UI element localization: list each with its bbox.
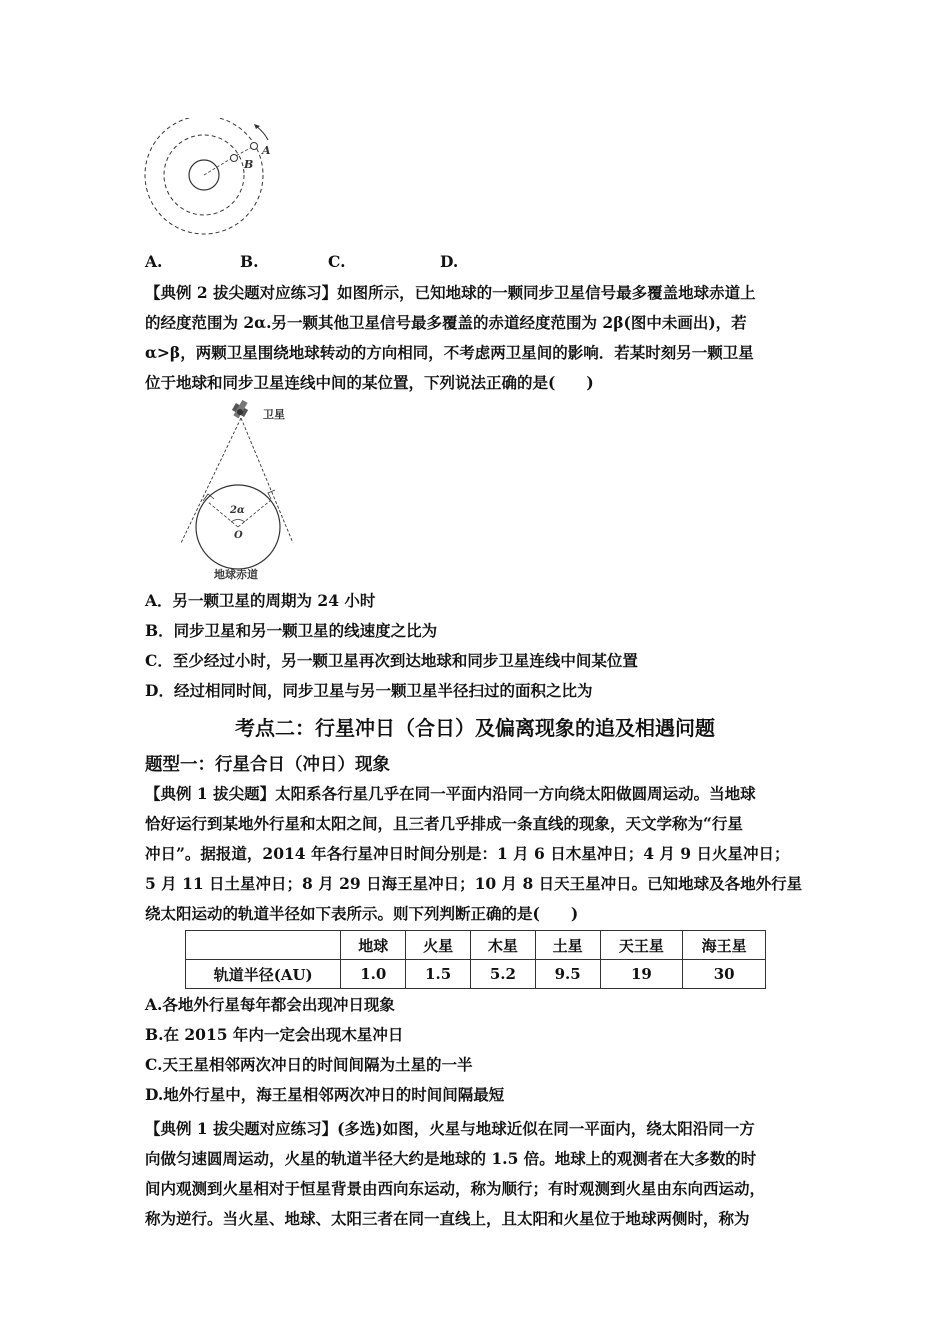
practice-line: 向做匀速圆周运动，火星的轨道半径大约是地球的 1.5 倍。地球上的观测者在大多数的时 [145, 1149, 757, 1168]
option-a: A.各地外行星每年都会出现冲日现象 [145, 995, 395, 1014]
section-title: 考点二：行星冲日（合日）及偏离现象的追及相遇问题 [235, 716, 715, 740]
example-2-line: 【典例 2 拔尖题对应练习】如图所示，已知地球的一颗同步卫星信号最多覆盖地球赤道上 [145, 283, 756, 302]
example-1-practice-text [145, 1114, 765, 1234]
angle-label: 2α [230, 505, 245, 516]
orbit-radius-table [185, 930, 766, 989]
option-d: D.地外行星中，海王星相邻两次冲日的时间间隔最短 [145, 1085, 505, 1104]
satellite-a-dot [251, 143, 258, 150]
top-option-a: A. [145, 252, 163, 271]
table-cell: 19 [600, 960, 683, 989]
practice-line: 称为逆行。当火星、地球、太阳三者在同一直线上，且太阳和火星位于地球两侧时，称为 [145, 1209, 750, 1228]
example-1-options [145, 990, 504, 1110]
option-d: D．经过相同时间，同步卫星与另一颗卫星半径扫过的面积之比为 [145, 681, 593, 700]
table-header-cell: 木星 [470, 931, 535, 960]
example-2-line: 位于地球和同步卫星连线中间的某位置，下列说法正确的是( ) [145, 373, 594, 392]
top-option-c: C. [328, 252, 346, 271]
example-2-text [145, 278, 756, 398]
table-header-cell: 土星 [535, 931, 600, 960]
option-b: B.在 2015 年内一定会出现木星冲日 [145, 1025, 404, 1044]
option-a: A．另一颗卫星的周期为 24 小时 [145, 591, 376, 610]
example-2-options [145, 586, 638, 706]
example-2-line: α>β，两颗卫星围绕地球转动的方向相同，不考虑两卫星间的影响．若某时刻另一颗卫星 [145, 343, 754, 362]
table-cell: 9.5 [535, 960, 600, 989]
label-a: A [262, 144, 271, 157]
table-header-row [186, 931, 766, 960]
table-cell: 30 [683, 960, 766, 989]
satellite-label: 卫星 [263, 408, 285, 421]
table-header-cell: 地球 [341, 931, 406, 960]
table-row [186, 960, 766, 989]
option-c: C.天王星相邻两次冲日的时间间隔为土星的一半 [145, 1055, 473, 1074]
table-header-cell: 海王星 [683, 931, 766, 960]
table-cell: 1.0 [341, 960, 406, 989]
top-option-d: D. [440, 252, 459, 271]
orbit-figure [140, 118, 290, 243]
example-1-text [145, 779, 802, 929]
example-1-line: 5 月 11 日土星冲日；8 月 29 日海王星冲日；10 月 8 日天王星冲日。已知地球及各地外行星 [145, 874, 803, 893]
center-label: O [234, 530, 243, 541]
table-header-cell [186, 931, 341, 960]
table-cell: 5.2 [470, 960, 535, 989]
table-cell: 1.5 [406, 960, 471, 989]
example-1-line: 恰好运行到某地外行星和太阳之间，且三者几乎排成一条直线的现象，天文学称为“行星 [145, 814, 743, 833]
satellite-b-dot [231, 155, 238, 162]
example-1-line: 绕太阳运动的轨道半径如下表所示。则下列判断正确的是( ) [145, 904, 579, 923]
satellite-coverage-figure [175, 398, 310, 583]
practice-line: 【典例 1 拔尖题对应练习】(多选)如图，火星与地球近似在同一平面内，绕太阳沿同一方 [145, 1119, 755, 1138]
example-1-line: 冲日”。据报道，2014 年各行星冲日时间分别是：1 月 6 日木星冲日；4 月 9 日火星冲日； [145, 844, 790, 863]
top-option-b: B. [240, 252, 259, 271]
table-header-cell: 火星 [406, 931, 471, 960]
table-header-cell: 天王星 [600, 931, 683, 960]
example-2-line: 的经度范围为 2α.另一颗其他卫星信号最多覆盖的赤道经度范围为 2β(图中未画出)，若 [145, 313, 747, 332]
type-title: 题型一：行星合日（冲日）现象 [145, 755, 390, 775]
option-b: B．同步卫星和另一颗卫星的线速度之比为 [145, 621, 438, 640]
table-row-label: 轨道半径(AU) [186, 960, 341, 989]
option-c: C．至少经过小时，另一颗卫星再次到达地球和同步卫星连线中间某位置 [145, 651, 638, 670]
practice-line: 间内观测到火星相对于恒星背景由西向东运动，称为顺行；有时观测到火星由东向西运动， [145, 1179, 766, 1198]
label-b: B [244, 158, 254, 171]
equator-label: 地球赤道 [214, 568, 258, 581]
example-1-line: 【典例 1 拔尖题】太阳系各行星几乎在同一平面内沿同一方向绕太阳做圆周运动。当地球 [145, 784, 756, 803]
satellite-icon [232, 400, 248, 419]
